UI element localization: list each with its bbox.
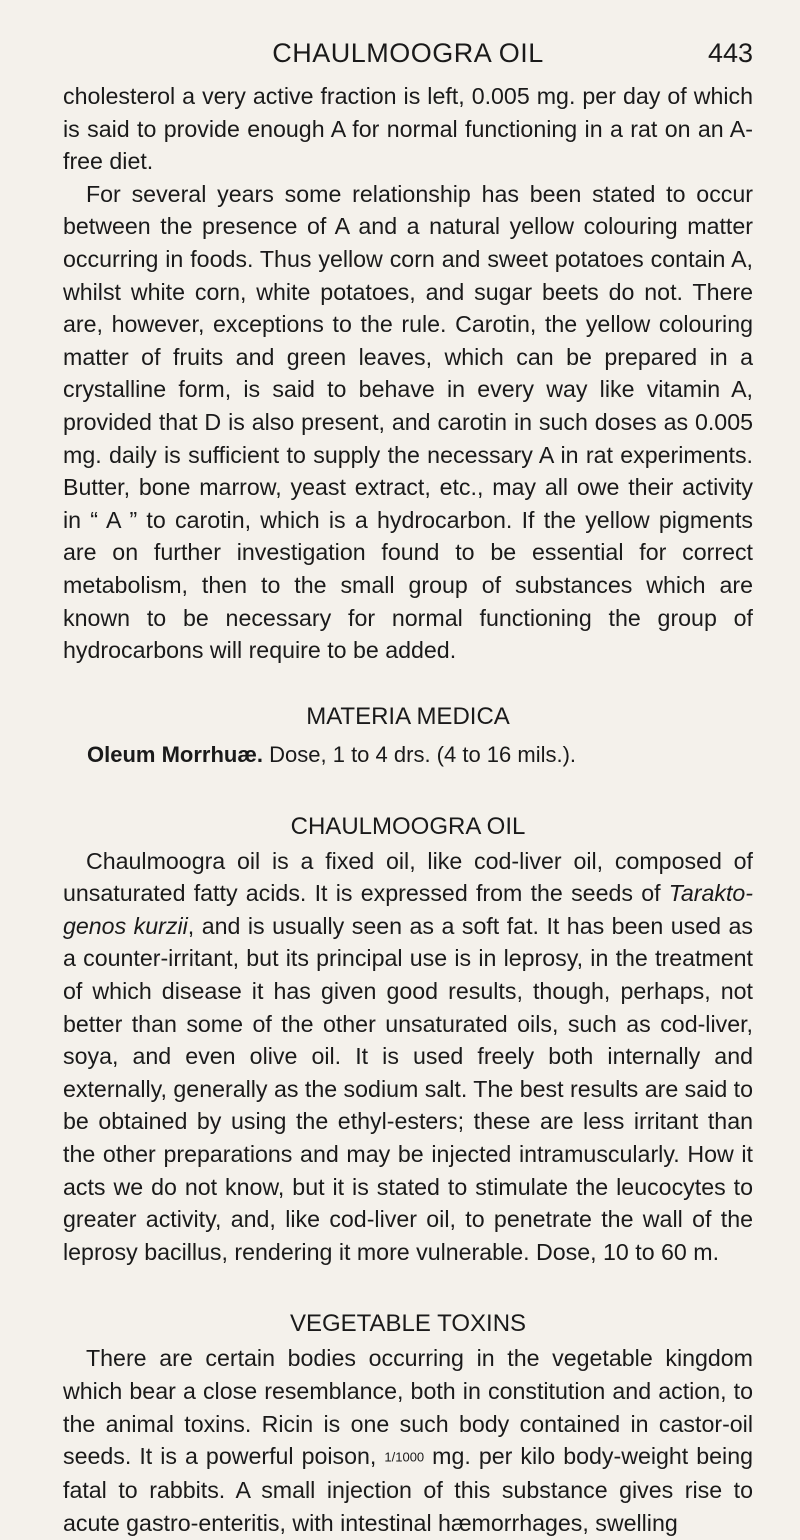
vegetable-toxins-paragraph xyxy=(63,1342,753,1539)
book-page xyxy=(63,38,753,1540)
chaulmoogra-paragraph xyxy=(63,845,753,1269)
chaulmoogra-heading: CHAULMOOGRA OIL xyxy=(290,812,526,840)
ricin-dose-fraction: 1/1000 xyxy=(384,1449,425,1465)
intro-paragraph-1: cholesterol a very active fraction is left, 0.005 mg. per day of which is said to provide enough A for normal functioning in a rat on an A-free diet. xyxy=(63,83,753,175)
chaulmoogra-text-after: , and is usually seen as a soft fat. It has been used as a counter-irritant, but its principal use is in leprosy, in the treatment of which disease it has given good results, though, perhaps, not better than some of the other unsaturated oils, such as cod-liver, soya, and even olive oil. It is used freely both internally and externally, generally as the sodium salt. The best results are said to be obtained by using the ethyl-esters; these are less irritant than the other preparations and may be injected intramuscularly. How it acts we do not know, but it is stated to stimulate the leucocytes to greater activity, and, like cod-liver oil, to penetrate the wall of the leprosy bacillus, rendering it more vulnerable. Dose, 10 to 60 m. xyxy=(63,912,753,1265)
species-name: Tarakto-genos kurzii xyxy=(63,880,753,939)
chaulmoogra-text-before: Chaulmoogra oil is a fixed oil, like cod-liver oil, composed of unsaturated fatty acids. It is expressed from the seeds of xyxy=(63,847,753,907)
vegetable-toxins-heading: VEGETABLE TOXINS xyxy=(289,1310,527,1338)
intro-paragraph-2: For several years some relationship has been stated to occur between the presence of A and a natural yellow colouring matter occurring in foods. Thus yellow corn and sweet potatoes contain A, whilst white corn, white potatoes, and sugar beets do not. There are, however, exceptions to the rule. Carotin, the yellow colouring matter of fruits and green leaves, which can be prepared in a crystalline form, is said to behave in every way like vitamin A, provided that D is also present, and carotin in such doses as 0.005 mg. daily is sufficient to supply the necessary A in rat experiments. Butter, bone marrow, yeast extract, etc., may all owe their activity in “ A ” to carotin, which is a hydrocarbon. If the yellow pigments are on further investigation found to be essential for correct metabolism, then to the small group of substances which are known to be necessary for normal functioning the group of hydrocarbons will require to be added. xyxy=(63,180,753,664)
running-head xyxy=(63,38,753,80)
drug-dose: Dose, 1 to 4 drs. (4 to 16 mils.). xyxy=(269,741,577,767)
materia-medica-entry xyxy=(63,739,753,771)
drug-name: Oleum Morrhuæ. xyxy=(87,741,264,767)
running-title: CHAULMOOGRA OIL xyxy=(272,38,544,68)
toxins-text-after: mg. per kilo body-weight being fatal to rabbits. A small injection of this substance gives rise to acute gastro-enteritis, with intestinal hæmorrhages, swelling xyxy=(63,1443,753,1536)
materia-medica-heading: MATERIA MEDICA xyxy=(306,702,510,730)
toxins-text-before: There are certain bodies occurring in the vegetable kingdom which bear a close resemblance, both in constitution and action, to the animal toxins. Ricin is one such body contained in castor-oil seeds. It is a powerful poison, xyxy=(63,1345,753,1470)
page-number: 443 xyxy=(707,38,753,68)
